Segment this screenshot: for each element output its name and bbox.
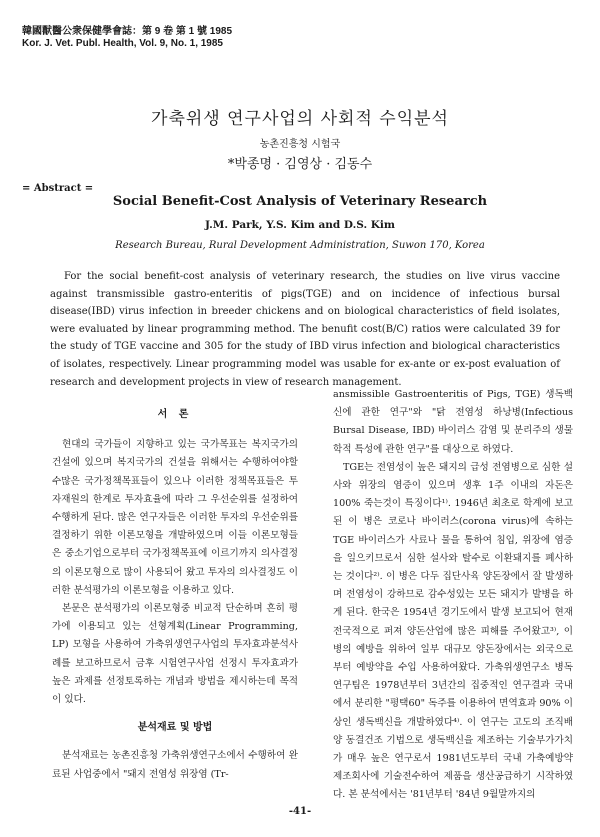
korean-title: 가축위생 연구사업의 사회적 수익분석 [151,109,449,129]
english-authors: J.M. Park, Y.S. Kim and D.S. Kim [204,219,396,231]
right-paragraph-2: TGE는 전염성이 높은 돼지의 급성 전염병으로 심한 설사와 위장의 염증이 있으며 생후 1주 이내의 자돈은 100% 죽는것이 특징이다¹⁾. 1946년 최초로 학계에 보고된 이 병은 코로나 바이러스(corona virus)에 속하는 TGE 바이러스가 사료나 물을 통하여 침입, 위장에 염증을 일으키므로서 심한 설사와 탈수로 이환돼지를 폐사하는 것이다²⁾. 이 병은 다두 집단사육 양돈장에서 잘 발생하며 전염성이 강하므로 감수성있는 모든 돼지가 발병을 하게 된다. 한국은 1954년 경기도에서 발생 보고되어 현재 전국적으로 퍼져 양돈산업에 많은 피해를 주어왔고³⁾, 이 병의 예방을 위하여 일부 대규모 양돈장에서는 외국으로부터 예방약을 수입 사용하여왔다. 가축위생연구소 병독연구팀은 1978년부터 3년간의 집중적인 연구결과 국내에서 분리한 "평택60" 독주를 이용하여 면역효과 90% 이상인 생독백신을 개발하였다⁴⁾. 이 연구는 고도의 조직배양 동결건조 기법으로 생독백신을 제조하는 기술부가가치가 매우 높은 연구로서 1981년도부터 국내 가축예방약 제조회사에 기술전수하여 제품을 생산공급하기 시작하였다. 본 분석에서는 '81년부터 '84년 9월말까지의 [333,461,573,801]
page-number: -41- [288,806,312,817]
affiliation: Research Bureau, Rural Development Administration, Suwon 170, Korea [115,240,485,251]
korean-institution: 농촌진흥청 시험국 [259,139,341,150]
right-paragraph-1: ansmissible Gastroenteritis of Pigs, TGE) 생독백신에 관한 연구"와 "닭 전염성 하낭병(Infectious Bursal Disease, IBD) 바이러스 감염 및 분리주의 생물학적 특성에 관한 연구"를 대상으로 하였다. [333,389,573,455]
intro-paragraph-2: 본문은 분석평가의 이론모형중 비교적 단순하며 흔히 평가에 이용되고 있는 선형계획(Linear Programming, LP) 모형을 사용하여 가축위생연구사업의 투자효과분석사례를 보고하므로서 금후 시험연구사업 선정시 투자효과가 높은 과제를 선정토록하는 개념과 방법을 제시하는데 목적이 있다. [52,603,298,706]
journal-header [22,26,232,50]
intro-paragraph-1: 현대의 국가들이 지향하고 있는 국가목표는 복지국가의 건설에 있으며 복지국가의 건설을 위해서는 수행하여야할 수많은 국가정책목표들이 있으나 이러한 정책목표들은 투자재원의 한계로 투자효율에 따라 그 우선순위를 설정하여 수행하게 된다. 많은 연구자들은 이러한 투자의 우선순위를 결정하기 위한 이론모형을 개발하였으며 이들 이론모형들은 중소기업으로부터 국가정책목표에 이르기까지 의사결정의 이론모형으로 많이 사용되어 왔고 투자의 의사결정도 이러한 분석평가의 이론모형을 이용하고 있다. [52,439,298,596]
journal-header-english: Kor. J. Vet. Publ. Health, Vol. 9, No. 1, 1985 [22,38,223,49]
abstract-paragraph: For the social benefit-cost analysis of veterinary research, the studies on live virus vaccine against transmissible gastro-enteritis of pigs(TGE) and on incidence of infectious bursal disease(IBD) virus infection in breeder chickens and on biological characteristics of field isolates, were evaluated by linear programming method. The benufit cost(B/C) ratios were calculated 39 for the study of TGE vaccine and 305 for the study of IBD virus infection and biological characteristics of isolates, respectively. Linear programming model was usable for ex-ante or ex-post evaluation of research and development projects in view of research management. [50,271,560,388]
english-title: Social Benefit-Cost Analysis of Veterinary Research [112,194,488,209]
abstract-body [50,268,560,391]
korean-authors: *박종명 · 김영상 · 김동수 [227,157,373,172]
abstract-label: = Abstract = [22,183,94,194]
methods-heading: 분석재료 및 방법 [137,722,213,734]
left-column [52,402,298,784]
journal-header-korean: 韓國獸醫公衆保健學會誌：第 9 卷 第 1 號 1985 [22,26,233,37]
right-column [333,386,573,805]
introduction-heading: 서 론 [157,409,193,420]
methods-paragraph-1: 분석재료는 농촌진흥청 가축위생연구소에서 수행하여 완료된 사업중에서 "돼지 전염성 위장염 (Tr- [52,750,298,780]
